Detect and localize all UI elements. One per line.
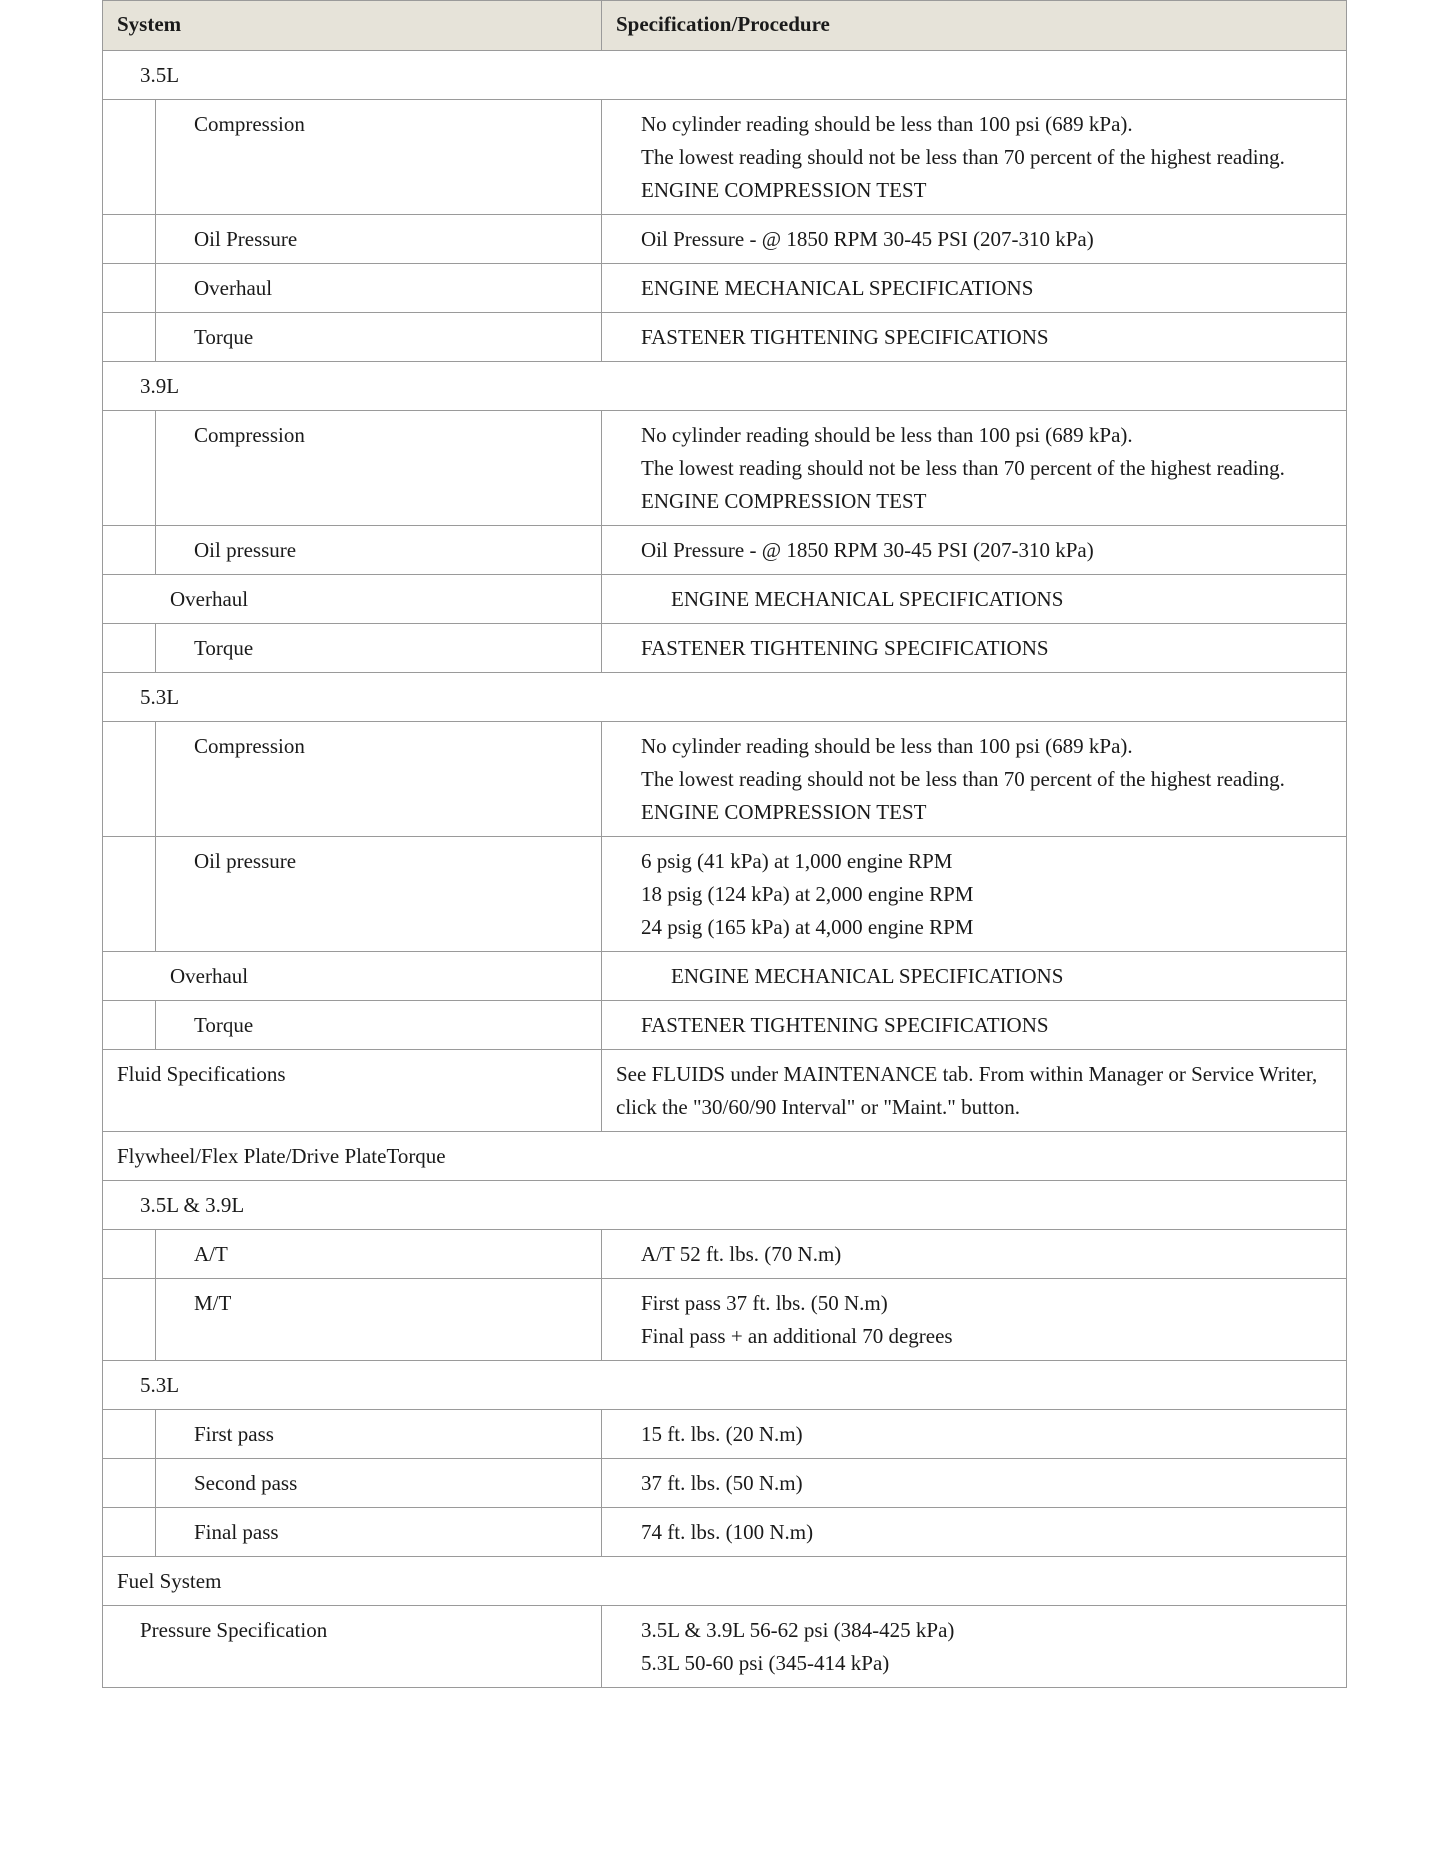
table-row <box>103 411 1347 526</box>
table-row <box>103 1279 1347 1361</box>
spec-line: ENGINE COMPRESSION TEST <box>641 178 927 202</box>
spec-line: 5.3L 50-60 psi (345-414 kPa) <box>641 1651 890 1675</box>
spec-line: FASTENER TIGHTENING SPECIFICATIONS <box>641 636 1049 660</box>
system-cell <box>103 837 602 952</box>
system-label: Overhaul <box>103 575 602 624</box>
system-cell <box>103 526 602 575</box>
group-heading: 5.3L <box>103 673 1347 722</box>
table-row <box>103 1001 1347 1050</box>
spec-line: 37 ft. lbs. (50 N.m) <box>641 1471 803 1495</box>
indent-stub <box>103 215 156 263</box>
group-heading: 3.5L & 3.9L <box>103 1181 1347 1230</box>
spec-line: Final pass + an additional 70 degrees <box>641 1324 953 1348</box>
header-specification: Specification/Procedure <box>602 1 1347 51</box>
section-heading: Fuel System <box>103 1557 1347 1606</box>
indent-stub <box>103 722 156 836</box>
spec-line: click the "30/60/90 Interval" or "Maint." button. <box>616 1095 1021 1119</box>
spec-line: No cylinder reading should be less than 100 psi (689 kPa). <box>641 423 1133 447</box>
system-cell <box>103 1230 602 1279</box>
spec-line: ENGINE COMPRESSION TEST <box>641 489 927 513</box>
table-row <box>103 624 1347 673</box>
indent-stub <box>103 837 156 951</box>
table-row <box>103 264 1347 313</box>
group-heading: 3.9L <box>103 362 1347 411</box>
system-label: Fluid Specifications <box>103 1050 602 1132</box>
table-row <box>103 1508 1347 1557</box>
table-row <box>103 952 1347 1001</box>
indent-stub <box>103 313 156 361</box>
spec-line: FASTENER TIGHTENING SPECIFICATIONS <box>641 325 1049 349</box>
spec-line: No cylinder reading should be less than 100 psi (689 kPa). <box>641 112 1133 136</box>
spec-cell <box>602 313 1347 362</box>
system-label: Oil Pressure <box>194 227 298 251</box>
system-cell <box>103 722 602 837</box>
table-row <box>103 100 1347 215</box>
system-cell <box>103 100 602 215</box>
table-row <box>103 575 1347 624</box>
spec-cell <box>602 722 1347 837</box>
spec-line: 18 psig (124 kPa) at 2,000 engine RPM <box>641 882 974 906</box>
indent-stub <box>103 264 156 312</box>
spec-line: ENGINE MECHANICAL SPECIFICATIONS <box>671 587 1064 611</box>
spec-line: ENGINE MECHANICAL SPECIFICATIONS <box>641 276 1034 300</box>
indent-stub <box>103 1230 156 1278</box>
system-label: Overhaul <box>194 276 273 300</box>
spec-line: 74 ft. lbs. (100 N.m) <box>641 1520 814 1544</box>
spec-cell <box>602 411 1347 526</box>
table-body <box>103 51 1347 1688</box>
table-row <box>103 1557 1347 1606</box>
indent-stub <box>103 1410 156 1458</box>
table-row <box>103 51 1347 100</box>
spec-line: Oil Pressure - @ 1850 RPM 30-45 PSI (207-310 kPa) <box>641 227 1094 251</box>
spec-line: The lowest reading should not be less than 70 percent of the highest reading. <box>641 767 1285 791</box>
spec-cell <box>602 1230 1347 1279</box>
system-label: A/T <box>194 1242 228 1266</box>
table-row <box>103 1230 1347 1279</box>
system-cell <box>103 624 602 673</box>
spec-line: The lowest reading should not be less than 70 percent of the highest reading. <box>641 456 1285 480</box>
system-label: Overhaul <box>103 952 602 1001</box>
system-label: Compression <box>194 112 305 136</box>
spec-line: A/T 52 ft. lbs. (70 N.m) <box>641 1242 842 1266</box>
indent-stub <box>103 1459 156 1507</box>
spec-line: ENGINE MECHANICAL SPECIFICATIONS <box>671 964 1064 988</box>
spec-cell <box>602 624 1347 673</box>
table-row <box>103 673 1347 722</box>
spec-line: 24 psig (165 kPa) at 4,000 engine RPM <box>641 915 974 939</box>
spec-line: 15 ft. lbs. (20 N.m) <box>641 1422 803 1446</box>
system-label: Second pass <box>194 1471 298 1495</box>
group-heading: 5.3L <box>103 1361 1347 1410</box>
spec-cell <box>602 1508 1347 1557</box>
system-cell <box>103 313 602 362</box>
header-system: System <box>103 1 602 51</box>
table-row <box>103 1361 1347 1410</box>
spec-cell <box>602 1050 1347 1132</box>
system-label: M/T <box>194 1291 232 1315</box>
spec-line: 6 psig (41 kPa) at 1,000 engine RPM <box>641 849 953 873</box>
spec-cell <box>602 1001 1347 1050</box>
spec-line: The lowest reading should not be less than 70 percent of the highest reading. <box>641 145 1285 169</box>
indent-stub <box>103 411 156 525</box>
indent-stub <box>103 1001 156 1049</box>
spec-cell <box>602 100 1347 215</box>
system-label: Oil pressure <box>194 849 297 873</box>
table-row <box>103 1132 1347 1181</box>
system-cell <box>103 215 602 264</box>
system-label: Oil pressure <box>194 538 297 562</box>
system-cell <box>103 1410 602 1459</box>
table-row <box>103 1181 1347 1230</box>
spec-line: First pass 37 ft. lbs. (50 N.m) <box>641 1291 888 1315</box>
system-cell <box>103 1001 602 1050</box>
table-header-row <box>103 1 1347 51</box>
spec-cell <box>602 1606 1347 1688</box>
specifications-table <box>102 0 1347 1688</box>
spec-cell <box>602 215 1347 264</box>
system-cell <box>103 411 602 526</box>
spec-cell <box>602 575 1347 624</box>
spec-line: 3.5L & 3.9L 56-62 psi (384-425 kPa) <box>641 1618 955 1642</box>
spec-line: ENGINE COMPRESSION TEST <box>641 800 927 824</box>
table-row <box>103 722 1347 837</box>
spec-line: No cylinder reading should be less than 100 psi (689 kPa). <box>641 734 1133 758</box>
section-heading: Flywheel/Flex Plate/Drive PlateTorque <box>103 1132 1347 1181</box>
system-label: Torque <box>194 1013 254 1037</box>
indent-stub <box>103 526 156 574</box>
table-row <box>103 215 1347 264</box>
table-row <box>103 362 1347 411</box>
table-row <box>103 526 1347 575</box>
spec-cell <box>602 1459 1347 1508</box>
spec-cell <box>602 1279 1347 1361</box>
system-label: Compression <box>194 423 305 447</box>
table-row <box>103 1606 1347 1688</box>
spec-cell <box>602 264 1347 313</box>
spec-cell <box>602 526 1347 575</box>
system-cell <box>103 264 602 313</box>
spec-line: FASTENER TIGHTENING SPECIFICATIONS <box>641 1013 1049 1037</box>
system-cell <box>103 1459 602 1508</box>
table-row <box>103 1410 1347 1459</box>
system-label: Pressure Specification <box>103 1606 602 1688</box>
system-cell <box>103 1508 602 1557</box>
indent-stub <box>103 100 156 214</box>
system-label: Torque <box>194 636 254 660</box>
spec-line: See FLUIDS under MAINTENANCE tab. From within Manager or Service Writer, <box>616 1062 1318 1086</box>
table-row <box>103 313 1347 362</box>
spec-line: Oil Pressure - @ 1850 RPM 30-45 PSI (207-310 kPa) <box>641 538 1094 562</box>
indent-stub <box>103 1508 156 1556</box>
table-row <box>103 1050 1347 1132</box>
spec-cell <box>602 837 1347 952</box>
table-row <box>103 1459 1347 1508</box>
indent-stub <box>103 1279 156 1360</box>
system-label: First pass <box>194 1422 274 1446</box>
spec-cell <box>602 952 1347 1001</box>
spec-cell <box>602 1410 1347 1459</box>
group-heading: 3.5L <box>103 51 1347 100</box>
system-label: Final pass <box>194 1520 279 1544</box>
system-cell <box>103 1279 602 1361</box>
system-label: Compression <box>194 734 305 758</box>
table-row <box>103 837 1347 952</box>
indent-stub <box>103 624 156 672</box>
system-label: Torque <box>194 325 254 349</box>
